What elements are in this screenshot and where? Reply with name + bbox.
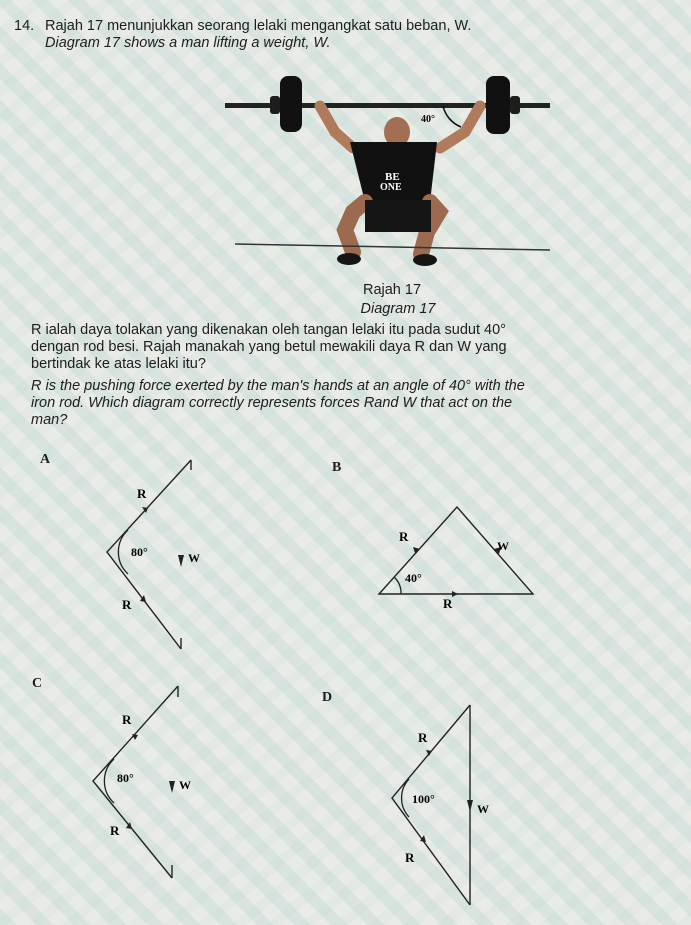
option-c-label-w: W	[179, 778, 191, 792]
malay-line-1: R ialah daya tolakan yang dikenakan oleh tangan lelaki itu pada sudut 40°	[31, 322, 506, 338]
option-a-angle: 80°	[131, 545, 148, 559]
english-line-2: iron rod. Which diagram correctly represents forces Rand W that act on the	[31, 395, 513, 411]
angle-label: 40°	[421, 114, 435, 125]
option-a-label-r-top: R	[137, 486, 147, 501]
english-line-1: R is the pushing force exerted by the man's hands at an angle of 40° with the	[31, 378, 525, 394]
figure-caption-malay: Rajah 17	[362, 282, 422, 298]
option-c-w-arrow	[169, 781, 175, 793]
option-a-letter[interactable]: A	[40, 452, 51, 467]
option-c-angle: 80°	[117, 771, 134, 785]
option-c-diagram[interactable]	[88, 683, 191, 883]
option-b-letter[interactable]: B	[332, 460, 342, 475]
option-d-angle: 100°	[412, 792, 435, 806]
option-b-label-r: R	[399, 529, 409, 544]
option-c-letter[interactable]: C	[32, 676, 43, 691]
malay-line-3: bertindak ke atas lelaki itu?	[31, 356, 206, 372]
intro-malay: Rajah 17 menunjukkan seorang lelaki mengangkat satu beban, W.	[45, 18, 472, 34]
right-plate	[486, 76, 510, 134]
option-d-letter[interactable]: D	[322, 690, 333, 705]
option-b-label-r-base: R	[443, 596, 453, 611]
question-text-english	[31, 378, 671, 429]
option-c-label-r-top: R	[122, 712, 132, 727]
option-b-angle: 40°	[405, 571, 422, 585]
option-c-triangle-sides	[93, 686, 178, 878]
option-b-label-w: W	[497, 539, 509, 553]
option-b-triangle	[379, 507, 533, 594]
weightlifter-figure	[225, 62, 565, 277]
option-b-diagram[interactable]	[375, 502, 540, 611]
floor-line	[235, 244, 550, 250]
option-d-label-w: W	[477, 802, 489, 816]
option-a-diagram[interactable]	[100, 455, 200, 655]
question-number: 14.	[14, 18, 35, 34]
left-plate	[280, 76, 302, 132]
option-d-label-r-bottom: R	[405, 850, 415, 865]
figure-caption-english: Diagram 17	[360, 301, 436, 317]
shirt-text-2: ONE	[380, 182, 402, 193]
malay-line-2: dengan rod besi. Rajah manakah yang betul mewakili daya R dan W yang	[31, 339, 507, 355]
option-c-label-r-bottom: R	[110, 823, 120, 838]
option-a-w-arrow	[178, 555, 184, 567]
question-text-malay	[31, 322, 671, 373]
option-d-diagram[interactable]	[385, 700, 489, 910]
option-a-label-r-bottom: R	[122, 597, 132, 612]
option-a-label-w: W	[188, 551, 200, 565]
english-line-3: man?	[31, 412, 68, 428]
shirt-text-1: BE	[385, 171, 400, 183]
option-a-triangle-sides	[107, 460, 191, 649]
option-d-label-r-top: R	[418, 730, 428, 745]
option-d-w-arrow	[467, 800, 473, 812]
intro-english: Diagram 17 shows a man lifting a weight, W.	[45, 35, 331, 51]
